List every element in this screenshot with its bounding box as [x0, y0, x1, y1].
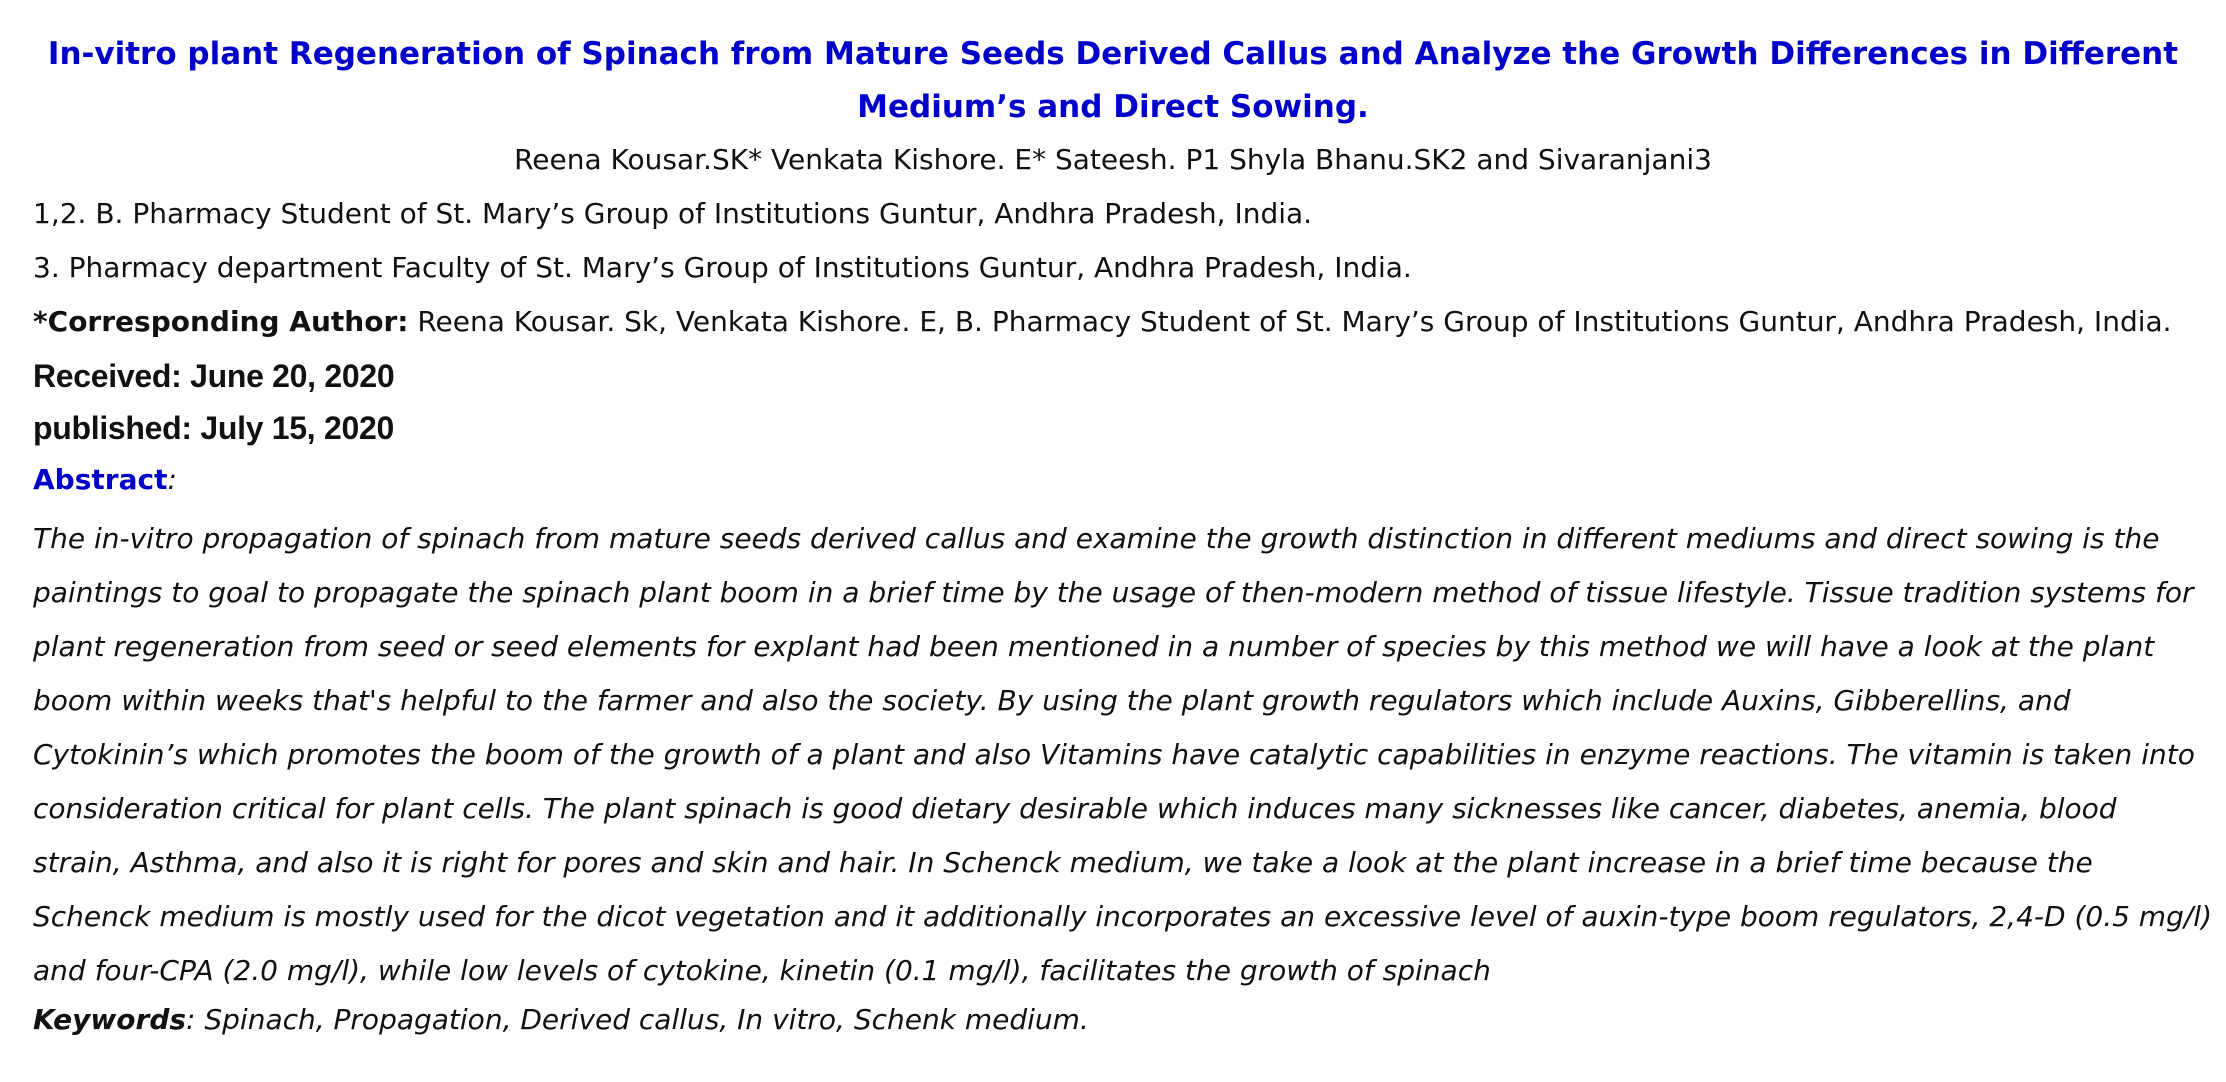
paper-title: In-vitro plant Regeneration of Spinach from Mature Seeds Derived Callus and Analyze the Growth Differences in Different Medium’s and Direct Sowing.	[47, 36, 2179, 125]
corresponding-author-label: *Corresponding Author:	[33, 305, 409, 338]
received-date: Received: June 20, 2020	[33, 358, 395, 394]
keywords-text: : Spinach, Propagation, Derived callus, In vitro, Schenk medium.	[186, 1003, 1089, 1036]
keywords	[33, 998, 2213, 1042]
affiliation-1: 1,2. B. Pharmacy Student of St. Mary’s Group of Institutions Guntur, Andhra Pradesh, India.	[33, 197, 1313, 230]
corresponding-author	[33, 300, 2213, 344]
affiliation-2: 3. Pharmacy department Faculty of St. Mary’s Group of Institutions Guntur, Andhra Pradesh, India.	[33, 251, 1412, 284]
keywords-label: Keywords	[33, 1003, 187, 1036]
abstract-label: Abstract	[33, 463, 168, 496]
abstract-heading	[33, 458, 177, 502]
corresponding-author-text: Reena Kousar. Sk, Venkata Kishore. E, B. Pharmacy Student of St. Mary’s Group of Institutions Guntur, Andhra Pradesh, India.	[408, 305, 2172, 338]
author-list: Reena Kousar.SK* Venkata Kishore. E* Sateesh. P1 Shyla Bhanu.SK2 and Sivaranjani3	[514, 143, 1712, 176]
abstract-colon: :	[167, 463, 177, 496]
abstract-text: The in-vitro propagation of spinach from mature seeds derived callus and examine the growth distinction in different mediums and direct sowing is the paintings to goal to propagate the spinach plant boom in a brief time by the usage of then-modern method of tissue lifestyle. Tissue tradition systems for plant regeneration from seed or seed elements for explant had been mentioned in a number of species by this method we will have a look at the plant boom within weeks that's helpful to the farmer and also the society. By using the plant growth regulators which include Auxins, Gibberellins, and Cytokinin’s which promotes the boom of the growth of a plant and also Vitamins have catalytic capabilities in enzyme reactions. The vitamin is taken into consideration critical for plant cells. The plant spinach is good dietary desirable which induces many sicknesses like cancer, diabetes, anemia, blood strain, Asthma, and also it is right for pores and skin and hair. In Schenck medium, we take a look at the plant increase in a brief time because the Schenck medium is mostly used for the dicot vegetation and it additionally incorporates an excessive level of auxin-type boom regulators, 2,4-D (0.5 mg/l) and four-CPA (2.0 mg/l), while low levels of cytokine, kinetin (0.1 mg/l), facilitates the growth of spinach	[33, 522, 2212, 987]
published-date: published: July 15, 2020	[33, 410, 394, 446]
